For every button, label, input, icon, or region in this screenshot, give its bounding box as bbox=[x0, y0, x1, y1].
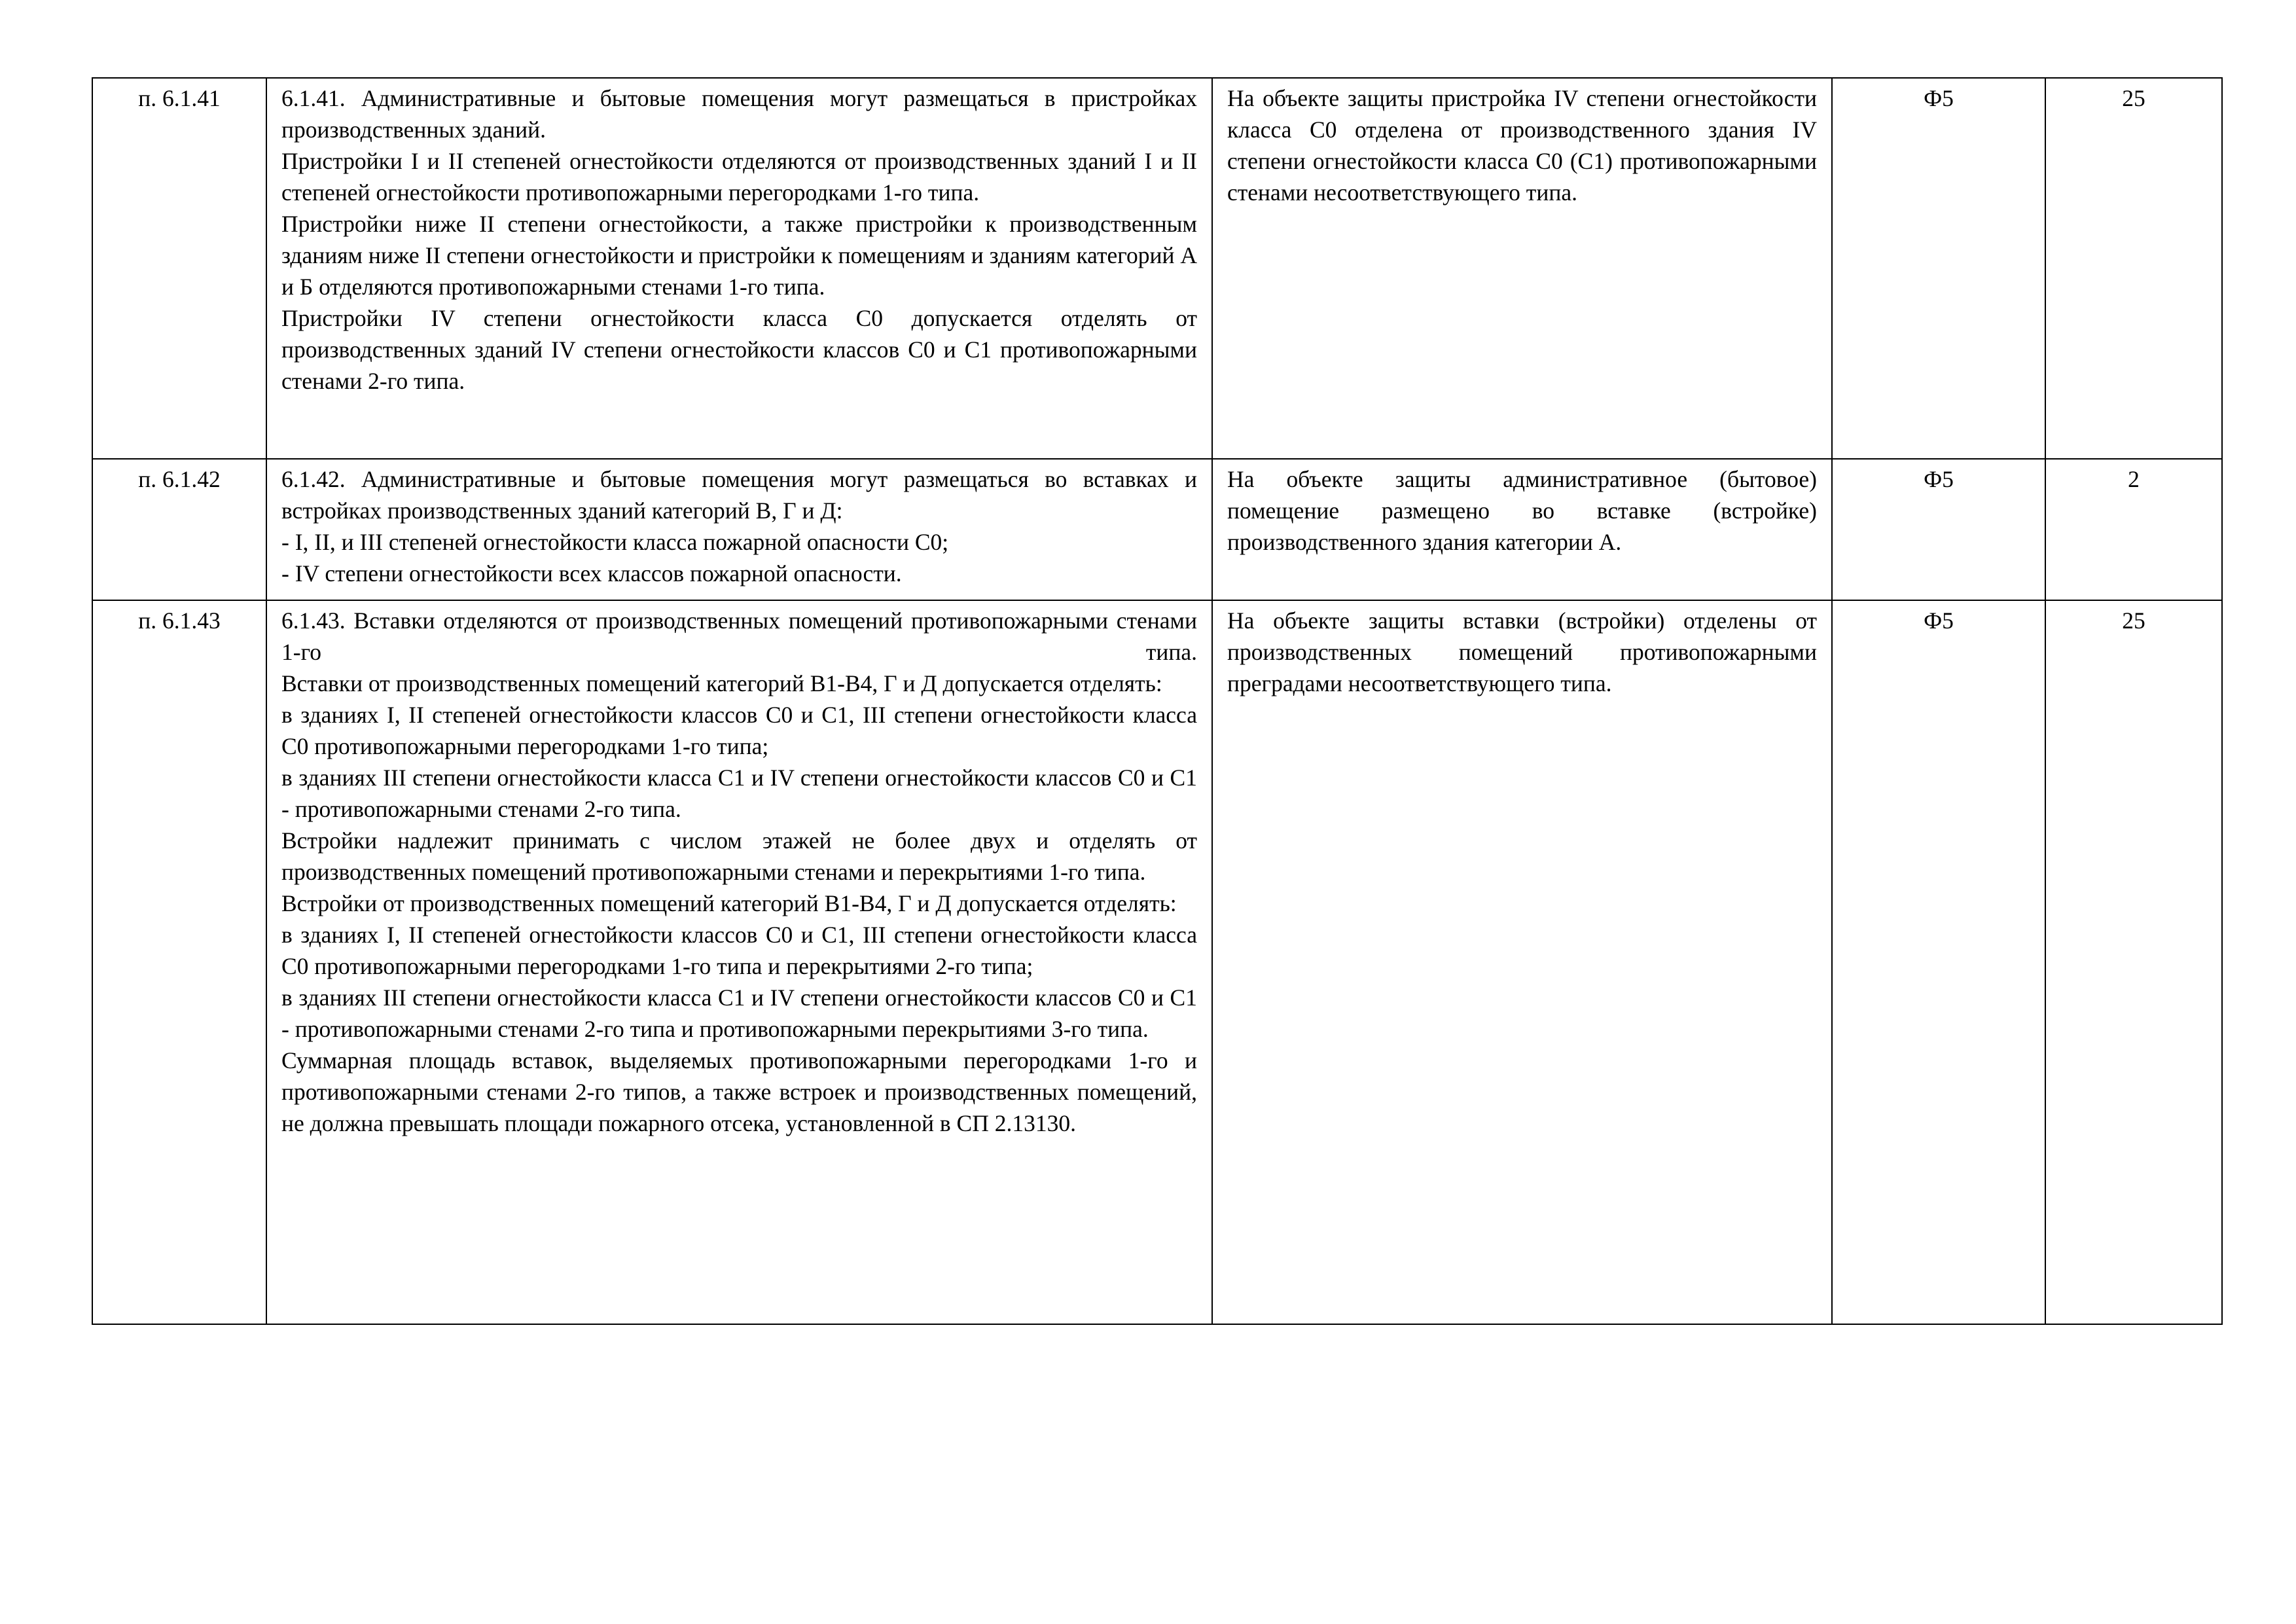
requirement-paragraph: Встройки от производственных помещений категорий В1-В4, Г и Д допускается отделять: bbox=[281, 890, 1177, 916]
requirement-paragraph: - I, II, и III степеней огнестойкости класса пожарной опасности С0; bbox=[281, 529, 949, 555]
violation-text bbox=[1212, 78, 1832, 459]
requirement-paragraph: Пристройки ниже II степени огнестойкости, а также пристройки к производственным зданиям ниже II степени огнестойкости и пристройки к помещениям и зданиям категорий А и Б отделяются противопожарными стенами 1-го типа. bbox=[281, 211, 1197, 300]
requirement-paragraph: в зданиях III степени огнестойкости класса С1 и IV степени огнестойкости классов С0 и С1 - противопожарными стенами 2-го типа и противопожарными перекрытиями 3-го типа. bbox=[281, 984, 1197, 1042]
violation-paragraph: На объекте защиты вставки (встройки) отделены от производственных помещений противопожарными преградами несоответствующего типа. bbox=[1227, 607, 1817, 696]
requirement-paragraph: 6.1.43. Вставки отделяются от производственных помещений противопожарными стенами 1-го типа. bbox=[281, 607, 1197, 665]
violation-paragraph: На объекте защиты пристройка IV степени огнестойкости класса С0 отделена от производственного здания IV степени огнестойкости класса С0 (С1) противопожарными стенами несоответствующего типа. bbox=[1227, 85, 1817, 206]
clause-reference: п. 6.1.43 bbox=[92, 600, 266, 1324]
requirement-paragraph: 6.1.42. Административные и бытовые помещения могут размещаться во вставках и встройках производственных зданий категорий В, Г и Д: bbox=[281, 466, 1197, 524]
value-cell: 2 bbox=[2045, 459, 2222, 600]
code-cell: Ф5 bbox=[1832, 600, 2045, 1324]
clause-reference: п. 6.1.42 bbox=[92, 459, 266, 600]
violation-text bbox=[1212, 600, 1832, 1324]
code-cell: Ф5 bbox=[1832, 78, 2045, 459]
requirement-paragraph: в зданиях I, II степеней огнестойкости классов С0 и С1, III степени огнестойкости класса С0 противопожарными перегородками 1-го типа и перекрытиями 2-го типа; bbox=[281, 922, 1197, 979]
table-row bbox=[92, 459, 2222, 600]
requirement-text bbox=[266, 600, 1212, 1324]
requirement-paragraph: Вставки от производственных помещений категорий В1-В4, Г и Д допускается отделять: bbox=[281, 670, 1162, 696]
requirement-paragraph: Суммарная площадь вставок, выделяемых противопожарными перегородками 1-го и противопожарными стенами 2-го типов, а также встроек и производственных помещений, не должна превышать площади пожарного отсека, установленной в СП 2.13130. bbox=[281, 1047, 1197, 1136]
requirement-paragraph: - IV степени огнестойкости всех классов пожарной опасности. bbox=[281, 560, 902, 586]
requirement-paragraph: 6.1.41. Административные и бытовые помещения могут размещаться в пристройках производственных зданий. bbox=[281, 85, 1197, 143]
requirement-paragraph: Пристройки I и II степеней огнестойкости отделяются от производственных зданий I и II степеней огнестойкости противопожарными перегородками 1-го типа. bbox=[281, 148, 1197, 206]
requirement-paragraph: в зданиях III степени огнестойкости класса С1 и IV степени огнестойкости классов С0 и С1 - противопожарными стенами 2-го типа. bbox=[281, 765, 1197, 822]
table-row bbox=[92, 600, 2222, 1324]
code-cell: Ф5 bbox=[1832, 459, 2045, 600]
requirements-table bbox=[92, 77, 2223, 1325]
violation-text bbox=[1212, 459, 1832, 600]
value-cell: 25 bbox=[2045, 78, 2222, 459]
requirement-paragraph: Встройки надлежит принимать с числом этажей не более двух и отделять от производственных помещений противопожарными стенами и перекрытиями 1-го типа. bbox=[281, 827, 1197, 885]
requirement-text bbox=[266, 78, 1212, 459]
requirement-text bbox=[266, 459, 1212, 600]
requirement-paragraph: в зданиях I, II степеней огнестойкости классов С0 и С1, III степени огнестойкости класса С0 противопожарными перегородками 1-го типа; bbox=[281, 702, 1197, 759]
table-row bbox=[92, 78, 2222, 459]
requirement-paragraph: Пристройки IV степени огнестойкости класса С0 допускается отделять от производственных зданий IV степени огнестойкости классов С0 и С1 противопожарными стенами 2-го типа. bbox=[281, 305, 1197, 394]
value-cell: 25 bbox=[2045, 600, 2222, 1324]
violation-paragraph: На объекте защиты административное (бытовое) помещение размещено во вставке (встройке) производственного здания категории А. bbox=[1227, 466, 1817, 555]
clause-reference: п. 6.1.41 bbox=[92, 78, 266, 459]
